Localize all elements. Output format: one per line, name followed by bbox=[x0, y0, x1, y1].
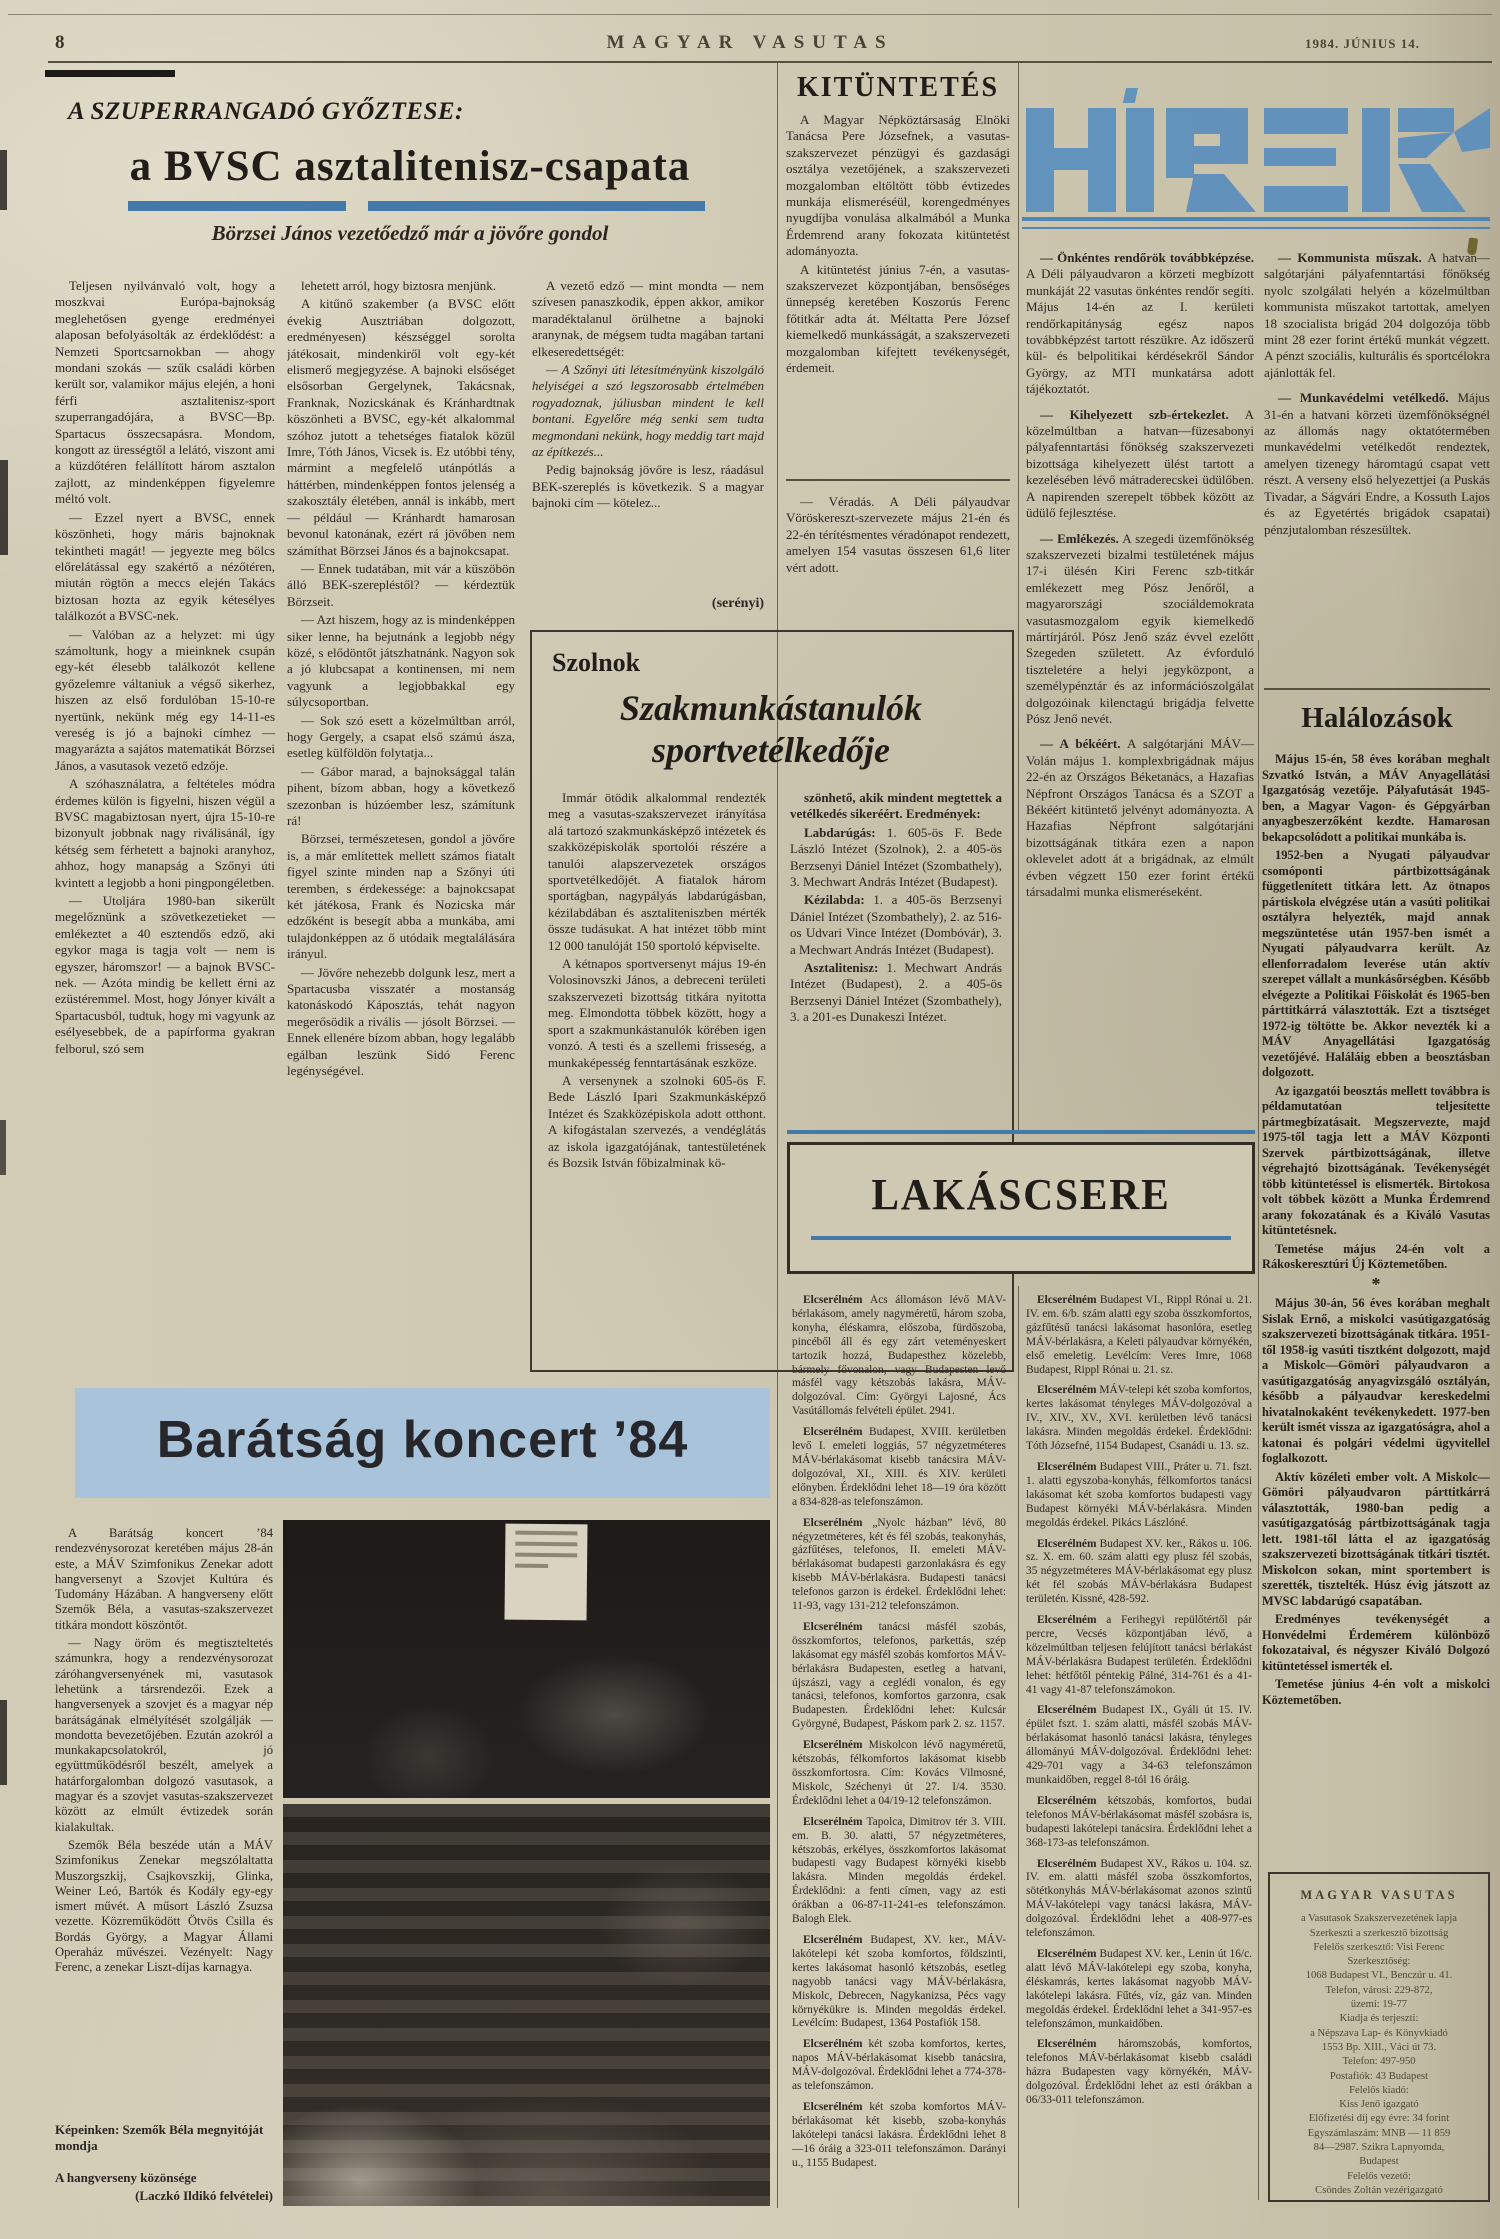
concert-photo bbox=[283, 1520, 770, 2206]
article-paragraph: A vezető edző — mint mondta — nem szívesen panaszkodik, éppen akkor, amikor maradéktalanul örülhetne a bajnoki aranynak, de mégsem tudta magában tartani elkeseredettségét: bbox=[532, 278, 764, 359]
imprint-line: Telefon: 497-950 bbox=[1342, 2056, 1416, 2068]
scan-artifact bbox=[0, 1120, 6, 1175]
lakascsere-title: LAKÁSCSERE bbox=[871, 1170, 1171, 1219]
classified-ad: Elcserélném Budapest IX., Gyáli út 15. IV. épület fszt. 1. szám alatti, másfél szobás MÁV-bérlakásomat hasonló tanácsi lakásra, tényleges állományú MÁV-dolgozóval. Érdeklődni lehet: 429-701 vagy a 34-63 telefonszámon munkaidőben, reggel 8-tól 16 óráig. bbox=[1026, 1704, 1252, 1786]
concert-paragraph: A Barátság koncert ’84 rendezvénysorozat keretében május 28-án este, a MÁV Szimfonikus Zenekar adott hangversenyt a Szovjet Kultúra és Tudomány Házában. A hangverseny előtt Szemők Béla, a vasutas-szakszervezet titkára mondott köszöntőt. bbox=[55, 1526, 273, 1632]
article-paragraph: — Ezzel nyert a BVSC, ennek köszönheti, hogy máris bajnoknak tekintheti magát! — jegyezte meg bölcs előrelátással egy szakértő a nézőtéren, miután rögtön a meccs elején Takács biztosan hozta az egyik kétesélyes találkozót a BVSC-nek. bbox=[55, 509, 275, 624]
classified-ad: Elcserélném két szoba komfortos, kertes, napos MÁV-bérlakásomat kisebb tanácsira, MÁV-dolgozóval. Érdeklődni lehet a 774-378-as telefonszámon. bbox=[792, 2038, 1006, 2093]
article-paragraph: — Valóban az a helyzet: mi úgy számoltunk, hogy a mieinknek csupán egy-két élesebb találkozót kellene győzelemre váltaniuk a végső sikerhez, hiszen az első fordulóban 15-10-re nyertünk, nekünk még egy 14-11-es vereség is jó a bajnoki címhez — magyarázta a sajátos matematikát Börzsei János, a vasutasok vezető edzője. bbox=[55, 626, 275, 773]
hirek-underline-2 bbox=[1022, 227, 1490, 229]
dateline: 1984. JÚNIUS 14. bbox=[1305, 36, 1420, 51]
lakascsere-top-blue-rule bbox=[787, 1130, 1255, 1134]
top-rule bbox=[8, 14, 1492, 15]
news-brief: — Kommunista műszak. A hatvan—salgótarjáni pályafenntartási főnökség nyolc szolgálati helyén a közelmúltban kommunista műszakot tartottak, amelyen 18 szocialista brigád 204 dolgozója több mint 28 ezer forint értékű munkát végzett. A pénzt szociális, kulturális és sportcélokra ajánlották fel. bbox=[1264, 250, 1490, 380]
article-paragraph: — Sok szó esett a közelmúltban arról, hogy Gergely, a csapat első számú ásza, esetleg külföldön folytatja... bbox=[287, 712, 515, 761]
veradas-item bbox=[786, 494, 1010, 644]
article-paragraph: — A Szőnyi úti létesítményünk kiszolgáló helyiségei a szó legszorosabb értelmében rogyadoznak, júliusban mindent le kell bontani. Egyelőre még senki sem tudta megmondani nekünk, hogy meddig tart majd az építkezés... bbox=[532, 362, 764, 460]
hirek-underline-1 bbox=[1022, 217, 1490, 221]
classified-ad: Elcserélném MÁV-telepi két szoba komfortos, kertes lakásomat tényleges MÁV-dolgozóval a IV., XIV., XV., XVI. kerületben lévő tanácsi lakásra. Minden megoldás érdekel. Érdeklődni: Tóth Józsefné, 1154 Budapest, Csanádi u. 13. sz. bbox=[1026, 1384, 1252, 1453]
classified-ad: Elcserélném Budapest VI., Rippl Rónai u. 21. IV. em. 6/b. szám alatti egy szoba összkomfortos, gázfűtésű tanácsi lakásomat hasonlóra, esetleg MÁV-bérlakásra, a Keleti pályaudvar környékén, első emeletig. Levélcím: Veres Imre, 1068 Budapest, Rippl Rónai u. 21. sz. bbox=[1026, 1294, 1252, 1376]
classified-ad: Elcserélném két szoba komfortos MÁV-bérlakásomat két kisebb, szoba-konyhás lakótelepi tanácsi lakásra. Érdeklődni lehet 8—16 óráig a 323-011 telefonszámon. Darányi u., 1155 Budapest. bbox=[792, 2100, 1006, 2169]
column-rule bbox=[1018, 1286, 1019, 2208]
obituary-paragraph: Az igazgatói beosztás mellett továbbra is példamutatóan teljesítette pártmegbízatásait. Megszervezte, majd 1975-től tagja lett a MÁV Központi Szervek pártbizottságának, illetve végrehajtó bizottságának. Tevékenységét több kitüntetéssel is elismerték. Birtokosa volt többek között a Munka Érdemrend arany fokozatának és a Kiváló Vasutas kitüntetésnek. bbox=[1262, 1083, 1490, 1237]
szolnok-paragraph: szönhető, akik mindent megtettek a vetélkedés sikeréért. Eredmények: bbox=[790, 790, 1002, 822]
article-paragraph: — Utoljára 1980-ban sikerült megelőznünk a szövetkezetieket — emlékeztet a 40 esztendős edző, aki egykor maga is tagja volt — nem is egyszer, háromszor! — a bajnok BVSC-nek. — Azóta mindig be kellett érni az ezüstéremmel. Most, hogy Jónyer kivált a Spartacusból, tudtuk, hogy mi vagyunk az esélyesebbek, de a papírforma gyakran felborul, szó sem bbox=[55, 893, 275, 1056]
lead-kicker: A SZUPERRANGADÓ GYŐZTESE: bbox=[68, 98, 464, 125]
classified-ad: Elcserélném tanácsi másfél szobás, összkomfortos, telefonos, parkettás, szép lakásomat egy másfél szobás komfortos MÁV-bérlakásra Budapesten, esetleg a hatvani, újszászi, vagy a ceglédi vonalon, és egy tanácsi, telefonos, komfortos garzonra, csak Budapesten. Érdeklődni lehet: Kulcsár Györgyné, Budapest, Páskom park 2. sz. 1157. bbox=[792, 1620, 1006, 1731]
kituntetes-body bbox=[786, 112, 1010, 470]
hirek-briefs-col2 bbox=[1264, 250, 1490, 680]
lead-byline: (serényi) bbox=[711, 596, 764, 611]
obituary-paragraph: Eredményes tevékenységét a Honvédelmi Érdemérem különböző fokozataival, és négyszer Kiváló Dolgozó kitüntetéssel ismerték el. bbox=[1262, 1612, 1490, 1673]
imprint-box bbox=[1268, 1872, 1490, 2202]
imprint-line: üzemi: 19-77 bbox=[1350, 1999, 1408, 2011]
szolnok-title-line1: Szakmunkástanulók bbox=[619, 688, 923, 728]
classified-ad: Elcserélném Budapest XV., Rákos u. 104. sz. IV. em. alatti másfél szoba összkomfortos, sötétkonyhás MÁV-bérlakásomat azonos szintű MÁV-lakótelepi vagy tanácsi lakásra, MÁV-dolgozóval. Érdeklődni lehet a 408-977-es telefonszámon. bbox=[1026, 1857, 1252, 1940]
imprint-line: 1553 Bp. XIII., Váci út 73. bbox=[1321, 2041, 1437, 2053]
imprint-line: Felelős vezető: bbox=[1347, 2170, 1411, 2182]
concert-paragraph: — Nagy öröm és megtiszteltetés számunkra, hogy a rendezvénysorozat záróhangversenyének mi, vasutasok lehetünk a társrendezői. Ezek a hangversenyek a szovjet és a magyar nép barátságának elmélyítését szolgálják — mondotta bevezetőjében. Ezután azokról a munkakapcsolatokról, jó együttműködésről beszélt, amelyek a határforgalomban dolgozó vasutasok, a magyar és a szovjet vasutas-szakszervezet között az elmúlt évtizedek során kialakultak. bbox=[55, 1636, 273, 1834]
article-paragraph: — Ennek tudatában, mit vár a küszöbön álló BEK-szerepléstől? — kérdeztük Börzseit. bbox=[287, 560, 515, 609]
article-paragraph: — Azt hiszem, hogy az is mindenképpen siker lenne, ha bejutnánk a legjobb négy közé, s elődöntőt játszhatnánk. Nagyon sok a jó klubcsapat a kontinensen, mi nem vagyunk a legjobbakkal egy súlycsoportban. bbox=[287, 612, 515, 710]
news-brief: — Munkavédelmi vetélkedő. Május 31-én a hatvani körzeti üzemfőnökségnél az állomás nagy oktatótermében munkavédelmi vetélkedőt rendeztek, amelyen tizenegy háromtagú csapat vett részt. A verseny első helyezettjei (a Puskás Tivadar, a Ságvári Endre, a Kossuth Lajos és az Egyetértés brigádok csapatai) pénzjutalomban részesültek. bbox=[1264, 390, 1490, 537]
kituntetes-paragraph: A kitüntetést június 7-én, a vasutas-szakszervezet központjában, bensőséges ünnepség keretében Koszorús Ferenc főtitkár adta át. Méltatta Pere József kiemelkedő munkásságát, a szakszervezeti mozgalomban kifejtett tevékenységét, érdemeit. bbox=[786, 261, 1010, 376]
scan-artifact bbox=[45, 70, 175, 77]
szolnok-body-col2 bbox=[790, 790, 1002, 1120]
classifieds-col2 bbox=[1026, 1294, 1252, 2208]
szolnok-label: Szolnok bbox=[552, 648, 641, 677]
page-number: 8 bbox=[55, 32, 65, 53]
article-paragraph: — Jövőre nehezebb dolgunk lesz, mert a Spartacusba visszatér a mostanság katonáskodó Káposztás, tehát nagyon megerősödik a rivális — jósolt Börzsei. — Ennek ellenére bízom abban, hogy legalább egálban leszünk Sidó Ferenc legénységével. bbox=[287, 964, 515, 1079]
szolnok-paragraph: Asztalitenisz: 1. Mechwart András Intézet (Budapest), 2. a 405-ös Berzsenyi Dániel Intézet (Szombathely), 3. a 201-es Dunakeszi Intézet. bbox=[790, 960, 1002, 1025]
concert-body bbox=[55, 1526, 273, 2108]
imprint-line: Szerkeszti a szerkesztő bizottság bbox=[1309, 1927, 1449, 1939]
headline-underline-left bbox=[128, 201, 346, 211]
imprint-line: Szerkesztőség: bbox=[1347, 1956, 1411, 1968]
imprint-line: 1068 Budapest VI., Benczúr u. 41. bbox=[1305, 1970, 1453, 1982]
article-paragraph: Teljesen nyilvánvaló volt, hogy a moszkvai Európa-bajnokság meglehetősen gyenge eredményei alaposan befolyásolták az érdeklődést: a Nemzeti Sportcsarnokban — ahogy mondani szokás — szűk családi körben került sor, valamikor május elején, a honi férfi asztalitenisz-sport szuperrangadójára, a BVSC—Bp. Spartacus összecsapásra. Mondom, kongott az ürességtől a lelátó, viszont ami a küzdőtéren felállított három asztalon zajlott, az mindenképpen figyelemre méltó volt. bbox=[55, 278, 275, 507]
article-paragraph: Pedig bajnokság jövőre is lesz, ráadásul BEK-szereplés is következik. S a magyar bajnoki cím — kötelez... bbox=[532, 462, 764, 511]
lakascsere-box bbox=[787, 1142, 1255, 1274]
classified-ad: Elcserélném Budapest VIII., Práter u. 71. fszt. 1. alatti egyszoba-konyhás, félkomfortos tanácsi lakásomat két szoba komfortos budapesti vagy Budapest környéki MÁV-bérlakásra. Minden megoldás érdekel. Pikács Lászlóné. bbox=[1026, 1460, 1252, 1529]
imprint-line: Csöndes Zoltán vezérigazgató bbox=[1315, 2184, 1443, 2196]
classified-ad: Elcserélném „Nyolc házban” lévő, 80 négyzetméteres, két és fél szobás, teakonyhás, gázfűtéses, telefonos, II. emeleti MÁV-bérlakásomat budapesti garzonlakásra és egy kisebb MÁV-bérlakásra. Budapesti tanácsi telefonos garzon is érdekel. Érdeklődni lehet: 11-93, vagy 131-212 telefonszámon. bbox=[792, 1516, 1006, 1613]
classified-ad: Elcserélném Ács állomáson lévő MÁV-bérlakásom, amely nagyméretű, három szoba, konyha, éléskamra, előszoba, fürdőszoba, pincéből áll és egy zárt veteményeskert tartozik hozzá, Budapesthez közelebb, bármely fővonalon, vagy Budapesten levő másfél vagy kétszobás lakásra, MÁV-dolgozóval. Cím: Györgyi Lajosné, Ács Vasútállomás felvételi épület. 2941. bbox=[792, 1294, 1006, 1418]
column-rule bbox=[1258, 640, 1259, 2200]
lead-article-col2 bbox=[287, 278, 515, 1358]
kituntetes-title: KITÜNTETÉS bbox=[796, 72, 1000, 103]
masthead: MAGYAR VASUTAS bbox=[606, 32, 894, 53]
photo-audience-area bbox=[283, 1804, 770, 2206]
scan-artifact bbox=[0, 150, 7, 210]
obituary-paragraph: Temetése május 24-én volt a Rákoskeresztúri Új Köztemetőben. bbox=[1262, 1241, 1490, 1271]
lead-article-col3 bbox=[532, 278, 764, 588]
imprint-line: a Népszava Lap- és Könyvkiadó bbox=[1310, 2027, 1448, 2039]
szolnok-paragraph: A versenynek a szolnoki 605-ös F. Bede László Ipari Szakmunkásképző Intézet és Szakközépiskola adott otthont. A kifogástalan szervezés, a vendéglátás az iskola igazgatójának, tantestületének és Bozsik István főbizalminak kö- bbox=[548, 1072, 766, 1170]
classifieds-col1 bbox=[792, 1294, 1006, 2208]
news-brief: — Emlékezés. A szegedi üzemfőnökség szakszervezeti bizalmi testületének május 17-i ülésén Kiri Ferenc szb-titkár emlékezett meg Pósz Jenőről, a magyarországi szociáldemokrata vasutasmozgalom egyik kiemelkedő mártírjáról. Pósz Jenő száz évvel ezelőtt Szegeden született. Az évforduló tiszteletére a helyi jegyközpont, a személypénztár és az információszolgálat dolgozóinak kilenctagú brigádja felvette Pósz Jenő nevét. bbox=[1026, 530, 1254, 726]
szolnok-paragraph: Labdarúgás: 1. 605-ös F. Bede László Intézet (Szolnok), 2. a 405-ös Berzsenyi Dániel Intézet (Szombathely), 3. Mechwart András Intézet (Budapest). bbox=[790, 824, 1002, 890]
obituaries bbox=[1262, 752, 1490, 1860]
article-paragraph: — Gábor marad, a bajnoksággal talán pihent, bízom abban, hogy a következő szezonban is húzóember lesz, számítunk rá! bbox=[287, 763, 515, 828]
obituary-paragraph: Május 15-én, 58 éves korában meghalt Szvatkó István, a MÁV Anyagellátási Igazgatóság vezetője. Pályafutását 1945-ben, a Magyar Vagon- és Gépgyárban anyagbeszerzőként kezdte. Hamarosan bekapcsolódott a politikai munkába is. bbox=[1262, 752, 1490, 844]
imprint-line: Felelős szerkesztő: Visi Ferenc bbox=[1313, 1941, 1445, 1953]
classified-ad: Elcserélném Budapest, XV. ker., MÁV-lakótelepi két szoba komfortos, földszinti, kertes lakásomat hasonló kétszobás, esetleg nagyobb tanácsi vagy MÁV-bérlakásra, Miskolc, Debrecen, Nagykanizsa, Pécs vagy környékükre is. Minden megoldás érdekel. Levélcím: Budapest, 1364 Postafiók 158. bbox=[792, 1933, 1006, 2030]
hirek-logo-letters bbox=[1026, 88, 1490, 214]
imprint-line: a Vasutasok Szakszervezetének lapja bbox=[1301, 1913, 1457, 1925]
obituary-paragraph: Aktív közéleti ember volt. A Miskolc—Gömöri pályaudvaron párttitkárrá választották, 1980-ban pedig a vasútigazgatóság pártbizottságának tagja lett. 1981-től látta el az igazgatóság szakszervezeti bizottságának titkári tisztét. Miskolcon sokan, mint sportembert is szerették, tisztelték. Húsz évig játszott az MVSC labdarúgó csapatában. bbox=[1262, 1469, 1490, 1608]
scan-artifact bbox=[0, 460, 8, 555]
lead-deck: Börzsei János vezetőedző már a jövőre gondol bbox=[211, 221, 609, 245]
classified-ad: Elcserélném a Ferihegyi repülőtértől pár percre, Vecsés központjában lévő, a közelmúltban teljesen felújított tanácsi bérlakást MÁV-bérlakásra Budapest területén. Érdeklődni lehet: hétfőtől péntekig Pálné, 314-761 és a 41-41 vagy 41-87 telefonszámokon. bbox=[1026, 1614, 1252, 1696]
imprint-line: Postafiók: 43 Budapest bbox=[1329, 2070, 1429, 2082]
concert-title: Barátság koncert ’84 bbox=[156, 1411, 689, 1469]
classified-ad: Elcserélném kétszobás, komfortos, budai telefonos MÁV-bérlakásomat másfél szobásra is, budapesti lakótelepi tanácsira. Érdeklődni lehet a 368-173-as telefonszámon. bbox=[1026, 1794, 1252, 1849]
halalozasok-title: Halálozások bbox=[1301, 702, 1453, 734]
imprint-line: Kiss Jenő igazgató bbox=[1339, 2099, 1419, 2111]
section-rule bbox=[1264, 688, 1490, 690]
szolnok-paragraph: Kézilabda: 1. a 405-ös Berzsenyi Dániel Intézet (Szombathely), 2. az 516-os Udvari Vince Intézet (Dombóvár), 3. a Mechwart András Intézet (Budapest). bbox=[790, 892, 1002, 957]
szolnok-paragraph: Immár ötödik alkalommal rendezték meg a vasutas-szakszervezet irányítása alá tartozó szakmunkásképző intézetek és szakközépiskolák sportolói részére a tanulói alapszervezetek országos sportvetélkedőjét. A fiatalok három sportágban, nagypályás labdarúgásban, kézilabdában és asztaliteniszben mérték össze tudásukat. A hat intézet több mint 12 000 tanulóját 150 sportoló képviselte. bbox=[548, 790, 766, 953]
kituntetes-paragraph: A Magyar Népköztársaság Elnöki Tanácsa Pere Józsefnek, a vasutas-szakszervezet pénzügyi és gazdasági osztálya vezetőjének, a szakszervezeti mozgalomban eltöltött több évtizedes munkája elismeréséül, korengedményes nyugdíjba vonulása alkalmából a Munka Érdemrend arany fokozata kitüntetést adományozta. bbox=[786, 112, 1010, 259]
obituary-paragraph: Temetése június 4-én volt a miskolci Köztemetőben. bbox=[1262, 1677, 1490, 1707]
lakascsere-inner-blue-rule bbox=[811, 1236, 1231, 1240]
szolnok-paragraph: A kétnapos sportversenyt május 19-én Volosinovszki János, a debreceni területi szakszervezeti bizottság titkára nyitotta meg. Elmondotta többek között, hogy a sport a szakmunkástanulók körében igen vonzó. A testi és a szellemi frisseség, a munkaképesség fenntartásának eszköze. bbox=[548, 956, 766, 1070]
news-brief: — A békéért. A salgótarjáni MÁV—Volán május 1. komplexbrigádnak május 22-én az Országos Béketanács, a Hazafias Népfront Országos Tanácsa és a SZOT a Békéért kitüntető jelvényt adományozta. A Hazafias Népfront salgótarjáni bizottságának titkára ezen a napon oklevelet adott át a brigádnak, az elmúlt évben végzett 150 ezer forint értékű társadalmi munka elismeréseként. bbox=[1026, 736, 1254, 900]
obituary-paragraph: Május 30-án, 56 éves korában meghalt Sislak Ernő, a miskolci vasútigazgatóság szakszervezeti bizottságának titkára. 1951-től 1958-ig vasúti tisztként dolgozott, majd a Miskolc—Gömöri pályaudvaron a vasútigazgatóság anyagvizsgáló osztályán, később a pályaudvar kereskedelmi hivatalnokaként tevékenykedett. 1977-ben került ismét vissza az igazgatóságra, ahol a katonai és polgári védelmi ügyvitellel foglalkozott. bbox=[1262, 1296, 1490, 1465]
hirek-briefs-col1 bbox=[1026, 250, 1254, 1134]
article-paragraph: Börzsei, természetesen, gondol a jövőre is, a már említettek mellett számos fiatalt figyel szinte minden nap a Szőnyi úti teremben, s érdekessége: a bajnokcsapat két játékosa, Frank és Nozicska már edzőként is besegít abba a munkába, ami tulajdonképpen az ő utódaik megtalálására irányul. bbox=[287, 831, 515, 962]
article-paragraph: lehetett arról, hogy biztosra menjünk. bbox=[301, 278, 496, 293]
photo-credit: (Laczkó Ildikó felvételei) bbox=[135, 2188, 273, 2203]
article-paragraph: A kitűnő szakember (a BVSC előtt évekig Ausztriában dolgozott, eredményesen) készséggel sorolta játékosait, mindenkiről volt egy-két elismerő megjegyzése. A bajnoki elsőséget elsősorban Gergelynek, Takácsnak, Franknak, Nozicskának és Kránhardtnak köszönheti a BVSC, egy-két alkalommal szóhoz jutott a tehetséges fiatalok közül Imre, Tóth János, Vicsek is. Ez utóbbi tény, mármint a megfelelő utánpótlás a háttérben, mindenképpen fontos jelenség a szakosztály életében, annál is inkább, mert — például — Kránhardt hamarosan bevonul katonának, ezért rá jövőben nem számíthat Börzsei János és a bajnokcsapat. bbox=[287, 296, 515, 558]
photo-sign bbox=[504, 1524, 587, 1621]
imprint-line: Kiadja és terjeszti: bbox=[1339, 2013, 1419, 2025]
veradas-text: — Véradás. A Déli pályaudvar Vöröskereszt-szervezete május 21-én és 22-én térítésmentes véradónapot rendezett, amelyen 154 vasutas összesen 61,6 liter vért adott. bbox=[786, 494, 1010, 575]
scan-artifact bbox=[0, 1700, 7, 1785]
imprint-line: Felelős kiadó: bbox=[1349, 2084, 1409, 2096]
article-paragraph: A szóhasználatra, a feltételes módra érdemes külön is figyelni, hiszen végül a BVSC magabiztosan nyert, újra 15-10-re bizonyult jobbnak nagy riválisánál, így kétség sem férhetett a bajnoki aranyhoz, ahhoz, hogy manapság a Szőnyi úti kvintett a legjobb a honi pingpongéletben. bbox=[55, 776, 275, 890]
imprint-line: Budapest bbox=[1359, 2156, 1399, 2168]
headline-underline-right bbox=[368, 201, 705, 211]
classified-ad: Elcserélném Budapest XV. ker., Lenin út 16/c. alatt lévő MÁV-lakótelepi egy szoba, konyha, éléskamrás, kertes lakásomat nagyobb MÁV-lakótelepi lakásra. Fűtés, víz, gáz van. Minden megoldás érdekel. Érdeklődni lehet a 341-957-es telefonszámon, munkaidőben. bbox=[1026, 1947, 1252, 2030]
classified-ad: Elcserélném Miskolcon lévő nagyméretű, kétszobás, félkomfortos lakásomat kisebb összkomfortosra. Cím: Kovács Vilmosné, Miskolc, Széchenyi út 27. I/4. 3530. Érdeklődni lehet a 04/19-12 telefonszámon. bbox=[792, 1739, 1006, 1807]
photo-caption-1: Képeinken: Szemők Béla megnyitóját mondja bbox=[55, 2122, 264, 2153]
obituary-paragraph: 1952-ben a Nyugati pályaudvar csomóponti pártbizottságának függetlenített titkára lett. Az ötnapos pártiskola elvégzése után a vasúti politikai osztályra helyezték, majd annak megszüntetése után 1957-ben ismét a Nyugati pályaudvarra került. Az ellenforradalom leverése után aktív szerepet vállalt a munkásőrségben. Később elvégezte a Politikai Főiskolát és 1965-ben párttitkárrá választották. Ezt a tisztséget 1972-ig töltötte be. Akkor nevezték ki a MÁV Anyagellátási Igazgatóság vezetőjévé. Haláláig ebben a beosztásban dolgozott. bbox=[1262, 848, 1490, 1079]
column-rule bbox=[1018, 62, 1019, 1132]
szolnok-title-line2: sportvetélkedője bbox=[652, 730, 890, 770]
imprint-line: Telefon, városi: 229-872, bbox=[1325, 1984, 1433, 1996]
header-rule bbox=[48, 61, 1492, 63]
imprint-line: MAGYAR VASUTAS bbox=[1300, 1888, 1458, 1902]
obituary-separator: * bbox=[1371, 1273, 1381, 1294]
imprint-line: Előfizetési díj egy évre: 34 forint bbox=[1308, 2113, 1450, 2125]
hirek-logo bbox=[1026, 88, 1490, 214]
concert-title-band bbox=[75, 1388, 770, 1498]
imprint-line: 84—2987. Szikra Lapnyomda, bbox=[1313, 2142, 1445, 2154]
classified-ad: Elcserélném Budapest, XVIII. kerületben levő I. emeleti loggiás, 57 négyzetméteres MÁV-bérlakásomat kisebb tanácsira MÁV-dolgozóval, XI., XIII. és XIV. kerületi előnyben. Érdeklődni lehet 18—19 óra között a 834-828-as telefonszámon. bbox=[792, 1426, 1006, 1508]
concert-paragraph: Szemők Béla beszéde után a MÁV Szimfonikus Zenekar megszólaltatta Muszorgszkij, Csajkovszkij, Glinka, Weiner Leó, Bartók és Kodály egy-egy ismert művét. A műsort László Zsuzsa vezette. Közreműködött Ötvös Csilla és Bordás György, a Magyar Állami Operaház művészei. Vezényelt: Nagy Ferenc, a zenekar Liszt-díjas karnagya. bbox=[55, 1837, 273, 1975]
classified-ad: Elcserélném Budapest XV. ker., Rákos u. 106. sz. X. em. 60. szám alatti egy plusz fél szobás, 35 négyzetméteres MÁV-bérlakásomat egy plusz két fél szobás MÁV-bérlakásra Budapest területén. Kissné, 428-592. bbox=[1026, 1537, 1252, 1606]
classified-ad: Elcserélném Tapolca, Dimitrov tér 3. VIII. em. B. 30. alatti, 57 négyzetméteres, kétszobás, erkélyes, összkomfortos lakásomat budapesti vagy Budapest környéki kisebb lakásra. Minden megoldás érdekel. Érdeklődni: a fenti címen, vagy az esti órákban a 06-87-11-241-es telefonszámon. Balogh Elek. bbox=[792, 1815, 1006, 1926]
news-brief: — Kihelyezett szb-értekezlet. A közelmúltban a hatvan—füzesabonyi pályafenntartási főnökség szakszervezeti bizottsága kihelyezett ülést tartott a kezelésében lévő mátraderecskei üdülőben. A napirenden szerepelt többek között az üdülő fejlesztése. bbox=[1026, 406, 1254, 521]
lead-article-col1 bbox=[55, 278, 275, 1358]
lead-headline: a BVSC asztalitenisz-csapata bbox=[129, 143, 691, 190]
photo-stage-area bbox=[283, 1520, 770, 1798]
szolnok-body-col1 bbox=[548, 790, 766, 1356]
news-brief: — Önkéntes rendőrök továbbképzése. A Déli pályaudvaron a körzeti megbízott munkáját 22 vasutas önkéntes rendőr segíti. Május 14-én az I. kerületi rendőrkapitányság egész napos továbbképzést tartott részükre. Az időszerű kül- és belpolitikai kérdésekről Sándor György, az MTI munkatársa adott tájékoztatót. bbox=[1026, 250, 1254, 397]
section-rule bbox=[786, 479, 1010, 481]
classified-ad: Elcserélném háromszobás, komfortos, telefonos MÁV-bérlakásomat kisebb családi házra Budapesten vagy környékén, MÁV-dolgozóval. Érdeklődni lehet az esti órákban a 06/33-011 telefonszámon. bbox=[1026, 2038, 1252, 2107]
imprint-line: Egyszámlaszám: MNB — 11 859 bbox=[1307, 2127, 1451, 2139]
photo-caption-2: A hangverseny közönsége bbox=[55, 2170, 197, 2185]
